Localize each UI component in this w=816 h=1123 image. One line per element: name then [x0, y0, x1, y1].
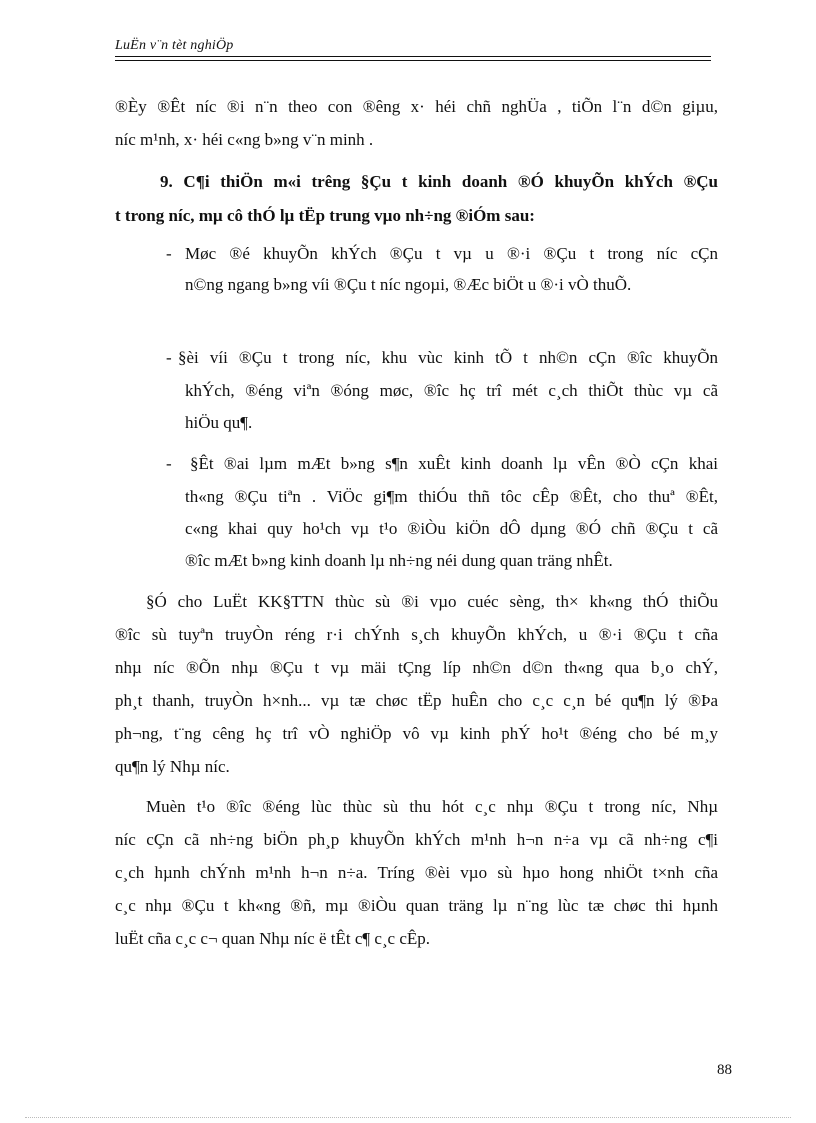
- text-line: c¸ch hµnh chÝnh m¹nh h¬n n÷a. Tríng ®èi vµo sù hµo hong nhiÖt t×nh cña: [115, 863, 718, 882]
- running-header: LuËn v¨n tèt nghiÖp: [115, 38, 234, 53]
- text-line: Muèn t¹o ®îc ®éng lùc thùc sù thu hót c¸c nhµ ®Çu t trong níc, Nhµ: [146, 797, 718, 816]
- bullet-line: th«ng ®Çu tiªn . ViÖc gi¶m thiÓu thñ tôc cÊp ®Êt, cho thuª ®Êt,: [185, 487, 718, 506]
- bullet-dash: -: [166, 454, 172, 473]
- header-rule-thick: [115, 56, 711, 57]
- bullet-line: hiÖu qu¶.: [185, 413, 253, 432]
- page-bottom-border: [25, 1117, 791, 1118]
- text-line: c¸c nhµ ®Çu t kh«ng ®ñ, mµ ®iÒu quan träng lµ n¨ng lùc tæ chøc thi hµnh: [115, 896, 718, 915]
- text-line: nhµ níc ®Õn nhµ ®Çu t vµ mäi tÇng líp nh©n d©n th«ng qua b¸o chÝ,: [115, 658, 718, 677]
- bullet-line: n©ng ngang b»ng víi ®Çu t níc ngoµi, ®Æc biÖt u ®·i vÒ thuÕ.: [185, 275, 632, 294]
- bullet-dash: -: [166, 348, 172, 367]
- bullet-line: ®îc mÆt b»ng kinh doanh lµ nh÷ng néi dung quan träng nhÊt.: [185, 551, 613, 570]
- bullet-line: Møc ®é khuyÕn khÝch ®Çu t vµ u ®·i ®Çu t trong níc cÇn: [185, 244, 718, 263]
- bullet-line: c«ng khai quy ho¹ch vµ t¹o ®iÒu kiÖn dÔ dµng ®Ó chñ ®Çu t cã: [185, 519, 718, 538]
- header-rule-thin: [115, 60, 711, 61]
- text-line: §Ó cho LuËt KK§TTN thùc sù ®i vµo cuéc sèng, th× kh«ng thÓ thiÕu: [146, 592, 718, 611]
- text-line: qu¶n lý Nhµ níc.: [115, 757, 230, 776]
- bullet-line: §èi víi ®Çu t trong níc, khu vùc kinh tÕ t nh©n cÇn ®îc khuyÕn: [178, 348, 718, 367]
- text-line: ph¸t thanh, truyÒn h×nh... vµ tæ chøc tËp huÊn cho c¸c c¸n bé qu¶n lý ®Þa: [115, 691, 718, 710]
- bullet-line: khÝch, ®éng viªn ®óng møc, ®îc hç trî mét c¸ch thiÕt thùc vµ cã: [185, 381, 718, 400]
- text-line: luËt cña c¸c c¬ quan Nhµ níc ë tÊt c¶ c¸c cÊp.: [115, 929, 430, 948]
- text-line: níc cÇn cã nh÷ng biÖn ph¸p khuyÕn khÝch m¹nh h¬n n÷a vµ cã nh÷ng c¶i: [115, 830, 718, 849]
- text-line: ph¬ng, t¨ng cêng hç trî vÒ nghiÖp vô vµ kinh phÝ ho¹t ®éng cho bé m¸y: [115, 724, 718, 743]
- bullet-dash: -: [166, 244, 172, 263]
- text-line: ®Èy ®Êt níc ®i n¨n theo con ®êng x· héi chñ nghÜa , tiÕn l¨n d©n giµu,: [115, 97, 718, 116]
- page-number: 88: [717, 1062, 732, 1078]
- bullet-line: §Êt ®ai lµm mÆt b»ng s¶n xuÊt kinh doanh lµ vÊn ®Ò cÇn khai: [190, 454, 718, 473]
- section-heading-line: 9. C¶i thiÖn m«i trêng §Çu t kinh doanh ®Ó khuyÕn khÝch ®Çu: [160, 172, 718, 191]
- text-line: ®îc sù tuyªn truyÒn réng r·i chÝnh s¸ch khuyÕn khÝch, u ®·i ®Çu t cña: [115, 625, 718, 644]
- text-line: níc m¹nh, x· héi c«ng b»ng v¨n minh .: [115, 130, 374, 149]
- section-heading-line: t trong níc, mµ cô thÓ lµ tËp trung vµo nh÷ng ®iÓm sau:: [115, 206, 535, 225]
